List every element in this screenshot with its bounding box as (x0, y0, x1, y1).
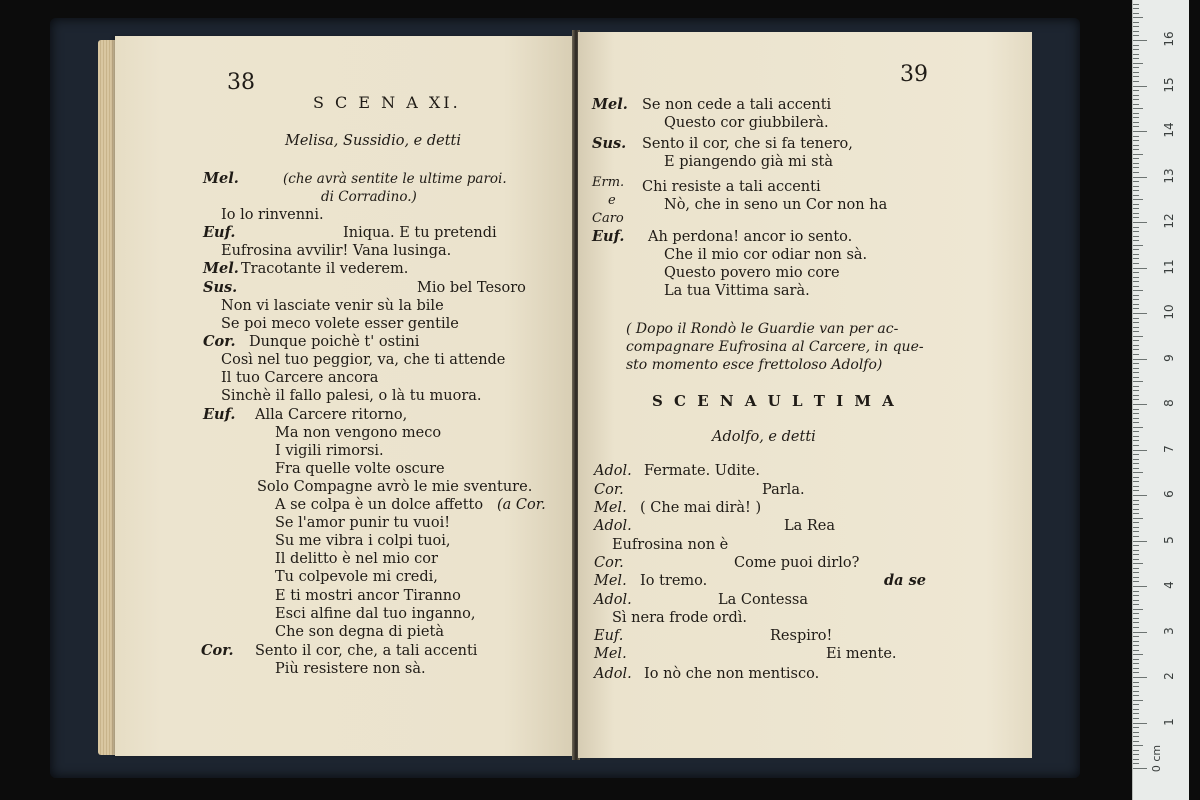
ruler-tick (1133, 554, 1139, 555)
ruler-tick (1133, 591, 1139, 592)
ruler-tick (1133, 609, 1143, 610)
ruler-tick (1133, 440, 1139, 441)
ruler-tick (1133, 486, 1139, 487)
ruler-tick (1133, 331, 1139, 332)
ruler-tick (1133, 386, 1139, 387)
ruler-tick (1133, 395, 1139, 396)
stage-direction: da se (884, 572, 926, 589)
ruler-tick (1133, 404, 1147, 405)
ruler-tick (1133, 13, 1139, 14)
speaker-label: Mel. (594, 573, 627, 589)
ruler-number: 14 (1162, 122, 1176, 138)
verse-line: Dunque poichè t' ostini (249, 334, 420, 350)
ruler-tick (1133, 504, 1139, 505)
speaker-label: Adol. (594, 592, 632, 608)
ruler-tick (1133, 31, 1139, 32)
ruler-tick (1133, 477, 1139, 478)
speaker-label: Mel. (594, 646, 627, 662)
ruler-tick (1133, 381, 1143, 382)
ruler-tick (1133, 750, 1139, 751)
ruler-tick (1133, 700, 1143, 701)
ruler-tick (1133, 577, 1139, 578)
stage-direction: ( Dopo il Rondò le Guardie van per ac- (626, 321, 899, 337)
verse-line: Questo cor giubbilerà. (664, 115, 829, 131)
verse-line: Eufrosina avvilir! Vana lusinga. (221, 243, 452, 259)
ruler-tick (1133, 500, 1139, 501)
verse-line: Io nò che non mentisco. (644, 666, 820, 682)
ruler-tick (1133, 531, 1139, 532)
verse-line: Così nel tuo peggior, va, che ti attende (221, 352, 506, 368)
ruler-tick (1133, 86, 1147, 87)
ruler-tick (1133, 650, 1139, 651)
stage-direction: compagnare Eufrosina al Carcere, in que- (626, 339, 924, 355)
speaker-label: Mel. (203, 260, 239, 277)
ruler-number: 3 (1162, 626, 1176, 635)
ruler-tick (1133, 172, 1139, 173)
speaker-label: Cor. (201, 642, 234, 659)
ruler-tick (1133, 81, 1139, 82)
ruler-tick (1133, 181, 1139, 182)
speaker-label: Euf. (203, 406, 236, 423)
ruler-tick (1133, 709, 1139, 710)
ruler-tick (1133, 763, 1139, 764)
ruler-tick (1133, 713, 1139, 714)
ruler-tick (1133, 618, 1139, 619)
ruler-number: 7 (1162, 444, 1176, 453)
ruler-number: 13 (1162, 167, 1176, 184)
verse-line: Sento il cor, che, a tali accenti (255, 643, 478, 659)
ruler-tick (1133, 568, 1139, 569)
verse-line: Su me vibra i colpi tuoi, (275, 533, 451, 549)
verse-line: Alla Carcere ritorno, (255, 407, 408, 423)
ruler-tick (1133, 340, 1139, 341)
ruler-tick (1133, 195, 1139, 196)
ruler-tick (1133, 304, 1139, 305)
ruler-tick (1133, 145, 1139, 146)
ruler-tick (1133, 76, 1139, 77)
ruler-number: 15 (1162, 76, 1176, 93)
ruler-tick (1133, 8, 1139, 9)
speaker-label: Cor. (594, 555, 624, 571)
ruler-tick (1133, 736, 1139, 737)
ruler-tick (1133, 522, 1139, 523)
ruler-tick (1133, 4, 1139, 5)
ruler-tick (1133, 49, 1139, 50)
verse-line: Più resistere non sà. (275, 661, 426, 677)
verse-line: Respiro! (770, 628, 833, 644)
ruler-tick (1133, 595, 1139, 596)
speaker-label: Mel. (592, 96, 628, 113)
ruler-tick (1133, 431, 1139, 432)
verse-line: Se non cede a tali accenti (642, 97, 832, 113)
ruler-tick (1133, 472, 1143, 473)
verse-line: Il tuo Carcere ancora (221, 370, 379, 386)
ruler-tick (1133, 67, 1139, 68)
ruler-tick (1133, 258, 1139, 259)
ruler-tick (1133, 345, 1139, 346)
ruler-tick (1133, 236, 1139, 237)
verse-line: E ti mostri ancor Tiranno (275, 588, 461, 604)
ruler-tick (1133, 35, 1139, 36)
ruler-tick (1133, 668, 1139, 669)
ruler-tick (1133, 636, 1139, 637)
ruler-tick (1133, 691, 1139, 692)
ruler-tick (1133, 154, 1143, 155)
ruler-tick (1133, 686, 1139, 687)
ruler-tick (1133, 99, 1139, 100)
verse-line: Mio bel Tesoro (417, 280, 526, 296)
ruler-tick (1133, 308, 1139, 309)
speaker-label: Euf. (592, 228, 625, 245)
ruler-tick (1133, 349, 1139, 350)
ruler-tick (1133, 463, 1139, 464)
scene-heading: S C E N A U L T I M A (652, 392, 897, 410)
ruler-tick (1133, 436, 1139, 437)
verse-line: La Rea (784, 518, 836, 534)
ruler-tick (1133, 586, 1147, 587)
ruler-tick (1133, 390, 1139, 391)
speaker-label: Adol. (594, 463, 632, 479)
ruler-tick (1133, 677, 1147, 678)
scene-characters: Melisa, Sussidio, e detti (285, 133, 462, 149)
ruler-tick (1133, 399, 1139, 400)
ruler-tick (1133, 654, 1143, 655)
ruler-tick (1133, 126, 1139, 127)
ruler-tick (1133, 254, 1139, 255)
verse-line: I vigili rimorsi. (275, 443, 384, 459)
ruler-tick (1133, 177, 1147, 178)
ruler-tick (1133, 313, 1147, 314)
ruler-tick (1133, 454, 1139, 455)
verse-line: Sento il cor, che si fa tenero, (642, 136, 853, 152)
ruler-tick (1133, 26, 1139, 27)
ruler-tick (1133, 359, 1147, 360)
ruler-tick (1133, 645, 1139, 646)
ruler-tick (1133, 600, 1139, 601)
ruler-tick (1133, 40, 1147, 41)
verse-line: Chi resiste a tali accenti (642, 179, 821, 195)
ruler-tick (1133, 240, 1139, 241)
verse-line: Che son degna di pietà (275, 624, 444, 640)
stage-direction: (che avrà sentite le ultime paroi. (283, 171, 507, 187)
ruler-tick (1133, 263, 1139, 264)
stage-direction: di Corradino.) (321, 189, 417, 205)
ruler-tick (1133, 718, 1139, 719)
speaker-label: Caro (592, 211, 624, 226)
verse-line: Se l'amor punir tu vuoi! (275, 515, 451, 531)
verse-line: Che il mio cor odiar non sà. (664, 247, 868, 263)
speaker-label: Sus. (203, 279, 238, 296)
verse-line: Nò, che in seno un Cor non ha (664, 197, 888, 213)
scene-characters: Adolfo, e detti (712, 429, 816, 445)
ruler-tick (1133, 58, 1139, 59)
ruler-number: 11 (1162, 258, 1176, 275)
ruler-tick (1133, 682, 1139, 683)
ruler-tick (1133, 54, 1139, 55)
ruler-unit-label: 0 cm (1150, 744, 1164, 773)
ruler-tick (1133, 104, 1139, 105)
verse-line: Io lo rinvenni. (221, 207, 324, 223)
ruler-tick (1133, 281, 1139, 282)
speaker-label: Erm. (592, 175, 625, 190)
speaker-label: e (608, 193, 616, 208)
ruler-tick (1133, 268, 1147, 269)
ruler-number: 6 (1162, 490, 1176, 498)
ruler-tick (1133, 727, 1139, 728)
ruler-tick (1133, 704, 1139, 705)
speaker-label: Adol. (594, 518, 632, 534)
ruler-tick (1133, 741, 1139, 742)
ruler-tick (1133, 231, 1139, 232)
verse-line: Ei mente. (826, 646, 897, 662)
ruler-tick (1133, 108, 1143, 109)
ruler-number: 16 (1162, 31, 1176, 47)
ruler-tick (1133, 732, 1139, 733)
ruler-tick (1133, 422, 1139, 423)
ruler-tick (1133, 272, 1139, 273)
ruler-tick (1133, 559, 1139, 560)
ruler-tick (1133, 613, 1139, 614)
ruler-tick (1133, 95, 1139, 96)
ruler-number: 2 (1162, 672, 1176, 680)
speaker-label: Mel. (203, 170, 239, 187)
ruler-tick (1133, 277, 1139, 278)
stage-direction: sto momento esce frettoloso Adolfo) (626, 357, 883, 373)
verse-line: Fra quelle volte oscure (275, 461, 445, 477)
ruler-number: 1 (1162, 717, 1176, 726)
ruler-tick (1133, 136, 1139, 137)
ruler-tick (1133, 290, 1143, 291)
speaker-label: Euf. (203, 224, 236, 241)
ruler-tick (1133, 158, 1139, 159)
verse-line: ( Che mai dirà! ) (640, 500, 762, 516)
ruler-tick (1133, 163, 1139, 164)
speaker-label: Euf. (594, 628, 624, 644)
stage-direction: (a Cor. (497, 497, 546, 513)
ruler-tick (1133, 527, 1139, 528)
ruler-tick (1133, 490, 1139, 491)
ruler-tick (1133, 418, 1139, 419)
verse-line: La tua Vittima sarà. (664, 283, 810, 299)
verse-line: Io tremo. (640, 573, 708, 589)
verse-line: Questo povero mio core (664, 265, 840, 281)
ruler-tick (1133, 541, 1147, 542)
ruler-tick (1133, 572, 1139, 573)
verse-line: Ah perdona! ancor io sento. (648, 229, 853, 245)
verse-line: Parla. (762, 482, 805, 498)
ruler-tick (1133, 149, 1139, 150)
ruler-tick (1133, 199, 1143, 200)
ruler-tick (1133, 459, 1139, 460)
ruler-tick (1133, 509, 1139, 510)
ruler-tick (1133, 299, 1139, 300)
ruler-tick (1133, 536, 1139, 537)
verse-line: Solo Compagne avrò le mie sventure. (257, 479, 533, 495)
ruler-tick (1133, 140, 1139, 141)
ruler-number: 9 (1162, 353, 1176, 362)
ruler-tick (1133, 368, 1139, 369)
ruler-tick (1133, 122, 1139, 123)
ruler-tick (1133, 641, 1139, 642)
ruler-tick (1133, 322, 1139, 323)
ruler-tick (1133, 481, 1139, 482)
ruler-tick (1133, 117, 1139, 118)
ruler-tick (1133, 22, 1139, 23)
ruler-tick (1133, 45, 1139, 46)
ruler-tick (1133, 90, 1139, 91)
ruler-tick (1133, 754, 1139, 755)
ruler-tick (1133, 217, 1139, 218)
ruler-tick (1133, 204, 1139, 205)
ruler-tick (1133, 627, 1139, 628)
ruler-tick (1133, 723, 1147, 724)
ruler-tick (1133, 450, 1147, 451)
speaker-label: Cor. (203, 333, 236, 350)
ruler-tick (1133, 167, 1139, 168)
ruler-tick (1133, 17, 1143, 18)
ruler-tick (1133, 672, 1139, 673)
speaker-label: Mel. (594, 500, 627, 516)
ruler-tick (1133, 227, 1139, 228)
verse-line: Esci alfine dal tuo inganno, (275, 606, 476, 622)
ruler-tick (1133, 604, 1139, 605)
page-number: 38 (227, 70, 255, 95)
verse-line: Eufrosina non è (612, 537, 729, 553)
ruler-tick (1133, 372, 1139, 373)
ruler-tick (1133, 659, 1139, 660)
ruler-tick (1133, 581, 1139, 582)
ruler-tick (1133, 208, 1139, 209)
measuring-ruler (1132, 0, 1189, 800)
page-number: 39 (900, 62, 928, 87)
verse-line: Tracotante il vederem. (241, 261, 409, 277)
ruler-tick (1133, 336, 1143, 337)
speaker-label: Adol. (594, 666, 632, 682)
ruler-tick (1133, 632, 1147, 633)
ruler-tick (1133, 327, 1139, 328)
verse-line: Ma non vengono meco (275, 425, 442, 441)
verse-line: Fermate. Udite. (644, 463, 760, 479)
ruler-tick (1133, 72, 1139, 73)
ruler-tick (1133, 377, 1139, 378)
ruler-tick (1133, 513, 1139, 514)
ruler-number: 10 (1162, 304, 1176, 320)
ruler-tick (1133, 545, 1139, 546)
ruler-tick (1133, 622, 1139, 623)
verse-line: Il delitto è nel mio cor (275, 551, 438, 567)
verse-line: Come puoi dirlo? (734, 555, 860, 571)
verse-line: Se poi meco volete esser gentile (221, 316, 459, 332)
ruler-tick (1133, 695, 1139, 696)
verse-line: Non vi lasciate venir sù la bile (221, 298, 444, 314)
ruler-tick (1133, 63, 1143, 64)
ruler-tick (1133, 468, 1139, 469)
ruler-tick (1133, 186, 1139, 187)
ruler-number: 5 (1162, 535, 1176, 544)
ruler-tick (1133, 409, 1139, 410)
verse-line: Sì nera frode ordì. (612, 610, 747, 626)
verse-line: Tu colpevole mi credi, (275, 569, 438, 585)
verse-line: Sinchè il fallo palesi, o là tu muora. (221, 388, 482, 404)
ruler-tick (1133, 295, 1139, 296)
speaker-label: Cor. (594, 482, 624, 498)
ruler-number: 4 (1162, 581, 1176, 589)
ruler-tick (1133, 495, 1147, 496)
right-page (578, 32, 1032, 758)
ruler-tick (1133, 318, 1139, 319)
verse-line: A se colpa è un dolce affetto (275, 497, 484, 513)
ruler-tick (1133, 249, 1139, 250)
ruler-number: 12 (1162, 213, 1176, 229)
ruler-tick (1133, 550, 1139, 551)
ruler-tick (1133, 286, 1139, 287)
ruler-tick (1133, 745, 1143, 746)
ruler-tick (1133, 113, 1139, 114)
left-page (115, 36, 573, 756)
speaker-label: Sus. (592, 135, 627, 152)
ruler-tick (1133, 518, 1143, 519)
ruler-tick (1133, 245, 1143, 246)
ruler-tick (1133, 131, 1147, 132)
verse-line: Iniqua. E tu pretendi (343, 225, 497, 241)
ruler-tick (1133, 445, 1139, 446)
ruler-tick (1133, 190, 1139, 191)
ruler-tick (1133, 663, 1139, 664)
verse-line: E piangendo già mi stà (664, 154, 834, 170)
verse-line: La Contessa (718, 592, 808, 608)
ruler-tick (1133, 427, 1143, 428)
ruler-tick (1133, 363, 1139, 364)
ruler-tick (1133, 563, 1143, 564)
ruler-tick (1133, 768, 1147, 769)
ruler-tick (1133, 222, 1147, 223)
ruler-tick (1133, 354, 1139, 355)
ruler-number: 8 (1162, 399, 1176, 407)
ruler-tick (1133, 759, 1139, 760)
scene-heading: S C E N A XI. (313, 93, 461, 112)
ruler-tick (1133, 413, 1139, 414)
ruler-tick (1133, 213, 1139, 214)
